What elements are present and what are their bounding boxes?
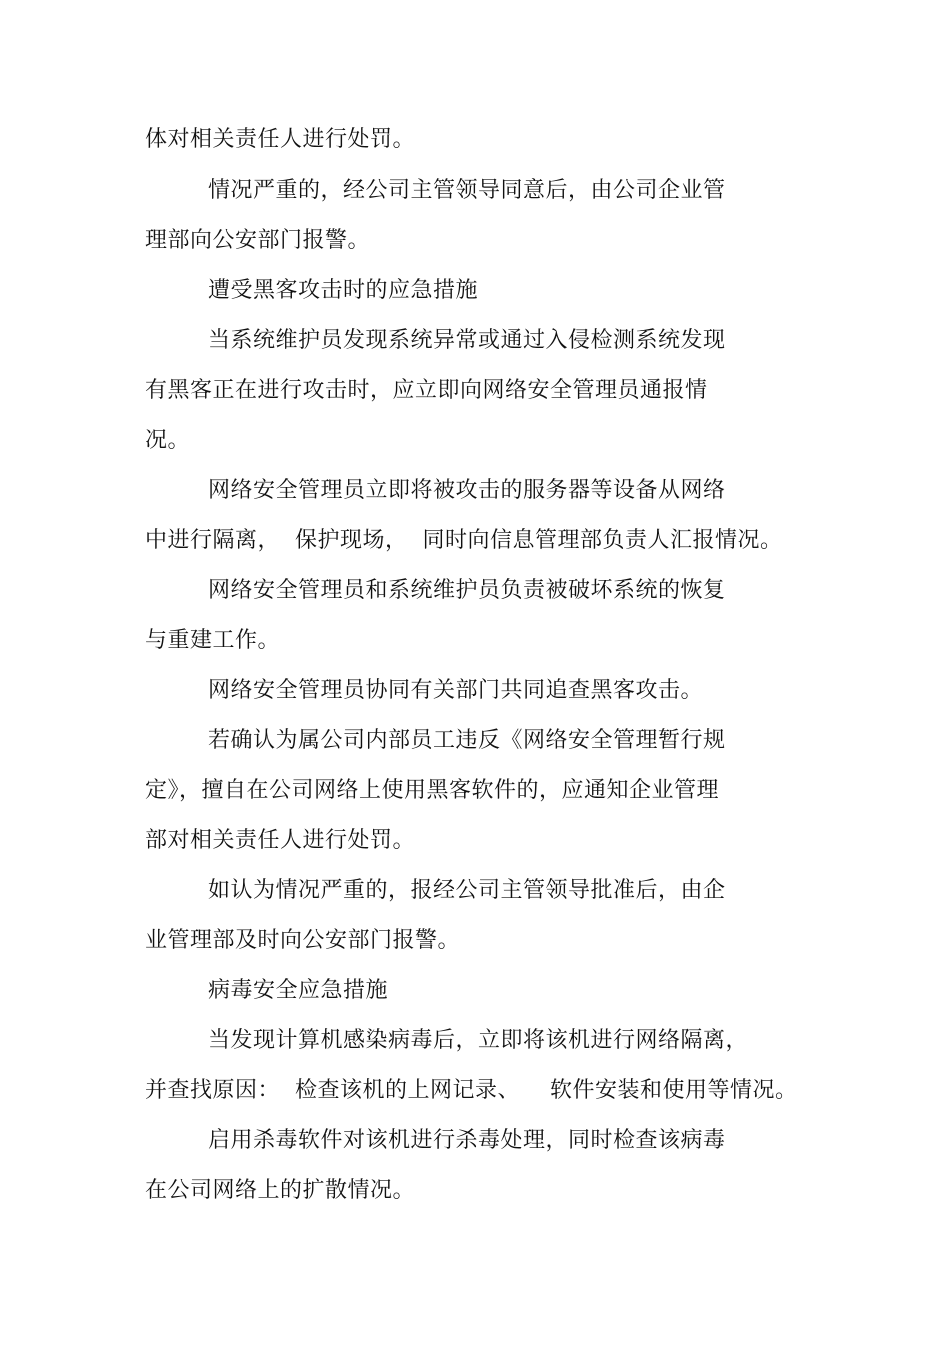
- text-line: 理部向公安部门报警。: [145, 228, 371, 253]
- text-line: 业管理部及时向公安部门报警。: [145, 928, 461, 953]
- text-line: 中进行隔离， 保护现场， 同时向信息管理部负责人汇报情况。: [145, 528, 783, 553]
- text-line: 网络安全管理员和系统维护员负责被破坏系统的恢复: [208, 578, 726, 603]
- text-line: 情况严重的，经公司主管领导同意后，由公司企业管: [208, 178, 726, 203]
- text-line: 有黑客正在进行攻击时，应立即向网络安全管理员通报情: [145, 378, 708, 403]
- text-line: 若确认为属公司内部员工违反《网络安全管理暂行规: [208, 728, 726, 753]
- text-line: 并查找原因： 检查该机的上网记录、 软件安装和使用等情况。: [145, 1078, 798, 1103]
- text-line: 在公司网络上的扩散情况。: [145, 1178, 416, 1203]
- section-heading: 遭受黑客攻击时的应急措施: [208, 278, 479, 303]
- text-line: 部对相关责任人进行处罚。: [145, 828, 416, 853]
- text-line: 启用杀毒软件对该机进行杀毒处理，同时检查该病毒: [208, 1128, 726, 1153]
- text-line: 定》，擅自在公司网络上使用黑客软件的，应通知企业管理: [145, 778, 720, 803]
- text-line: 网络安全管理员协同有关部门共同追查黑客攻击。: [208, 678, 704, 703]
- text-line: 如认为情况严重的，报经公司主管领导批准后，由企: [208, 878, 726, 903]
- text-line: 体对相关责任人进行处罚。: [145, 127, 416, 152]
- text-line: 当系统维护员发现系统异常或通过入侵检测系统发现: [208, 328, 726, 353]
- text-line: 与重建工作。: [145, 628, 281, 653]
- text-line: 当发现计算机感染病毒后，立即将该机进行网络隔离，: [208, 1028, 749, 1053]
- text-line: 况。: [145, 428, 191, 453]
- section-heading: 病毒安全应急措施: [208, 978, 389, 1003]
- text-line: 网络安全管理员立即将被攻击的服务器等设备从网络: [208, 478, 726, 503]
